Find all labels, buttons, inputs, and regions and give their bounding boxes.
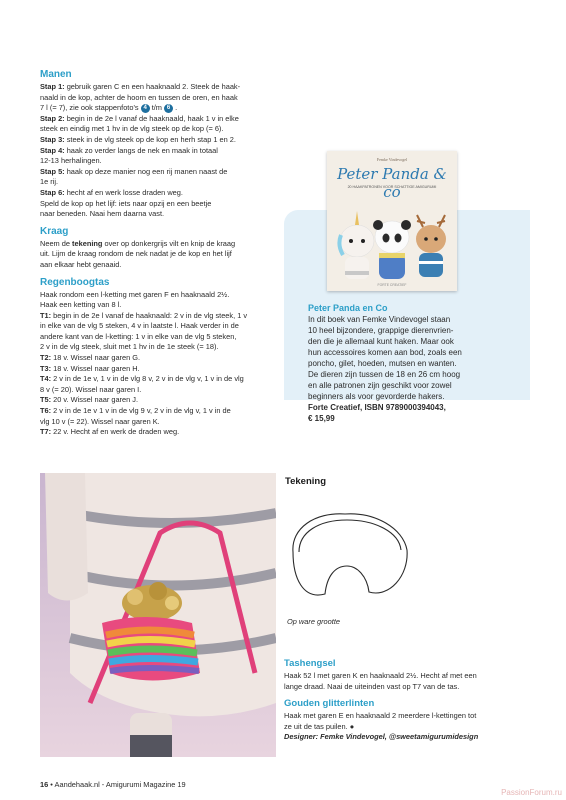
step-label: Stap 1: (40, 82, 65, 91)
book-info-line: In dit boek van Femke Vindevogel staan (308, 315, 451, 324)
text-line (40, 321, 278, 332)
section-manen (40, 69, 278, 220)
regenboogtas-text (40, 290, 278, 438)
text-span: naald in de kop, achter de hoorn en tussen de oren, en haak (40, 92, 238, 102)
text-span: Speld de kop op het lijf: iets naar opzij en een beetje (40, 198, 212, 208)
footer-bullet: • (50, 780, 53, 789)
section-regenboogtas (40, 277, 278, 438)
text-span: over op donkergrijs vilt en knip de kraag (102, 238, 236, 248)
text-span: andere kant van de l-ketting: 1 v in elke van de vlg 5 steken, (40, 331, 237, 341)
step-label: T7: (40, 427, 52, 437)
text-line (40, 239, 278, 250)
text-span: 2 v in de 1e v, 1 v in de vlg 8 v, 2 v in de vlg v, 1 v in de vlg (51, 374, 244, 384)
tashengsel-heading: Tashengsel (284, 658, 336, 669)
text-span: t/m (149, 103, 165, 113)
text-span: Haak een ketting van 8 l. (40, 300, 122, 310)
text-line (40, 188, 278, 199)
text-line (40, 290, 278, 301)
text-line (40, 395, 278, 406)
text-span: begin in de 2e l vanaf de haaknaald: 2 v in de vlg steek, 1 v (51, 310, 248, 320)
text-span: gebruik garen C en een haaknaald 2. Steek de haak- (64, 82, 241, 91)
kraag-heading: Kraag (40, 225, 69, 237)
step-label: Stap 3: (40, 134, 65, 144)
text-span: 2 v in de 1e v 1 v in de vlg 9 v, 2 v in de vlg v, 1 v in de (51, 406, 231, 416)
book-subtitle: 20 HAAKPATRONEN VOOR SCHATTIGE AMIGURUMI (347, 185, 437, 189)
book-info-title: Peter Panda en Co (308, 303, 388, 313)
text-line (40, 199, 278, 210)
text-span: begin in de 2e l vanaf de haaknaald, haak 1 v in elke (64, 113, 239, 123)
text-span: vlg 10 v (= 22). Wissel naar garen K. (40, 416, 160, 426)
book-title: Peter Panda & co (337, 165, 447, 201)
book-info-line: De dieren zijn tussen de 18 en 26 cm hoog (308, 370, 461, 379)
text-line (40, 311, 278, 322)
photo-illustration (40, 473, 276, 757)
text-line (40, 93, 278, 104)
book-info-text (308, 314, 530, 402)
step-label: T4: (40, 374, 52, 384)
text-line (40, 156, 278, 167)
watermark: PassionForum.ru (501, 788, 562, 797)
book-cover-illustration (327, 201, 457, 291)
footer-site: Aandehaak.nl (54, 780, 100, 789)
manen-text (40, 82, 278, 220)
book-info-line: beginners als voor gevorderde hakers. (308, 392, 445, 401)
gouden-line: Haak met garen E en haaknaald 2 meerdere l-kettingen tot (284, 711, 477, 721)
text-line (40, 406, 278, 417)
text-span: 18 v. Wissel naar garen H. (51, 363, 140, 373)
text-span: 12-13 herhalingen. (40, 156, 102, 166)
text-span: in elke van de vlg 5 steken, 4 v in laatste l. Haak verder in de (40, 321, 239, 331)
text-span: Haak rondom een l-ketting met garen F en haaknaald 2½. (40, 289, 230, 299)
tashengsel-line: lange draad. Naai de uiteinden vast op T7 van de tas. (284, 681, 460, 691)
gouden-heading: Gouden glitterlinten (284, 698, 375, 710)
text-line (40, 114, 278, 125)
text-line (40, 209, 278, 220)
text-line (40, 249, 278, 260)
text-span: steek in de vlg steek op de kop en herh stap 1 en 2. (64, 134, 236, 144)
text-line (40, 332, 278, 343)
text-span: 22 v. Hecht af en werk de draden weg. (51, 427, 180, 437)
text-line (40, 146, 278, 157)
book-info-line: 10 heel bijzondere, grappige dierenvrien- (308, 326, 454, 335)
gouden-line: ze uit de tas puilen. ● (284, 721, 355, 731)
text-line (40, 427, 278, 438)
manen-heading: Manen (40, 69, 72, 80)
book-description (308, 303, 530, 424)
book-price: € 15,99 (308, 414, 335, 423)
text-line (40, 82, 278, 93)
book-info-line: hun accessoires komen aan bod, zoals een (308, 348, 462, 357)
text-line (40, 417, 278, 428)
book-author: Femke Vindevogel (376, 157, 408, 162)
tekening-heading: Tekening (285, 476, 326, 487)
text-line (40, 374, 278, 385)
step-label: T1: (40, 310, 52, 320)
text-line: 7 l (= 7), zie ook stappenfoto's 4 t/m 6 . (40, 103, 178, 113)
collar-pattern-drawing (285, 500, 415, 612)
book-publisher: FORTE CREATIEF (377, 283, 407, 287)
text-span: 20 v. Wissel naar garen J. (51, 395, 139, 405)
footer-magazine: - Amigurumi Magazine 19 (99, 780, 186, 789)
step-label: Stap 2: (40, 113, 65, 123)
section-tashengsel (284, 658, 524, 692)
book-publisher-isbn: Forte Creatief, ISBN 9789000394043, (308, 403, 446, 412)
text-line (40, 260, 278, 271)
text-line (40, 124, 278, 135)
text-span: 1e rij. (40, 177, 59, 187)
text-span: naar beneden. Naai hem daarna vast. (40, 209, 165, 219)
book-info-line: poncho, gilet, hoeden, mutsen en wanten. (308, 359, 457, 368)
text-span: uit. Lijm de kraag rondom de nek nadat je de kop en het lijf (40, 249, 232, 259)
step-label: tekening (72, 238, 103, 248)
step-label: T5: (40, 395, 52, 405)
section-gouden-glitterlinten (284, 698, 524, 743)
step-label: T2: (40, 353, 52, 363)
text-line (40, 300, 278, 311)
step-label: T6: (40, 406, 52, 416)
page-number: 16 (40, 780, 49, 789)
text-line (40, 135, 278, 146)
section-kraag (40, 226, 278, 271)
text-line (40, 177, 278, 188)
text-span: steek en eindig met 1 hv in de vlg steek op de kop (= 6). (40, 124, 224, 134)
regenboogtas-heading: Regenboogtas (40, 276, 110, 288)
designer-credit: Designer: Femke Vindevogel, @sweetamigurumidesign (284, 732, 479, 742)
text-line (40, 385, 278, 396)
text-span: hecht af en werk losse draden weg. (64, 187, 183, 197)
step-photo-badge: 6 (164, 104, 173, 113)
step-label: T3: (40, 363, 52, 373)
unicorn-bag-photo (40, 473, 276, 757)
text-line (40, 342, 278, 353)
text-line (40, 364, 278, 375)
step-label: Stap 4: (40, 145, 65, 155)
text-line (40, 167, 278, 178)
step-label: Stap 6: (40, 187, 65, 197)
text-span: haak zo verder langs de nek en maak in totaal (64, 145, 218, 155)
text-span: Neem de (40, 238, 73, 248)
text-span: aan elkaar hebt genaaid. (40, 259, 122, 269)
tashengsel-line: Haak 52 l met garen K en haaknaald 2½. Hecht af met een (284, 671, 477, 680)
text-span: 2 v in de vlg steek, sluit met 1 hv in de 1e steek (= 18). (40, 342, 219, 352)
text-span: haak op deze manier nog een rij manen naast de (64, 166, 228, 176)
book-cover (327, 151, 457, 291)
text-line (40, 353, 278, 364)
right-column (284, 658, 524, 749)
step-photo-badge: 4 (141, 104, 150, 113)
book-info-line: den die je allemaal kunt haken. Maar ook (308, 337, 454, 346)
step-label: Stap 5: (40, 166, 65, 176)
book-info-line: en alle patronen zijn geschikt voor zowel (308, 381, 452, 390)
text-span: 8 v (= 20). Wissel naar garen I. (40, 384, 142, 394)
tekening-caption: Op ware grootte (287, 617, 340, 626)
left-column (40, 69, 278, 444)
page-footer (40, 780, 186, 789)
text-span: 18 v. Wissel naar garen G. (51, 353, 141, 363)
kraag-text (40, 239, 278, 271)
text-span: 7 l (= 7), zie ook stappenfoto's (40, 103, 139, 113)
